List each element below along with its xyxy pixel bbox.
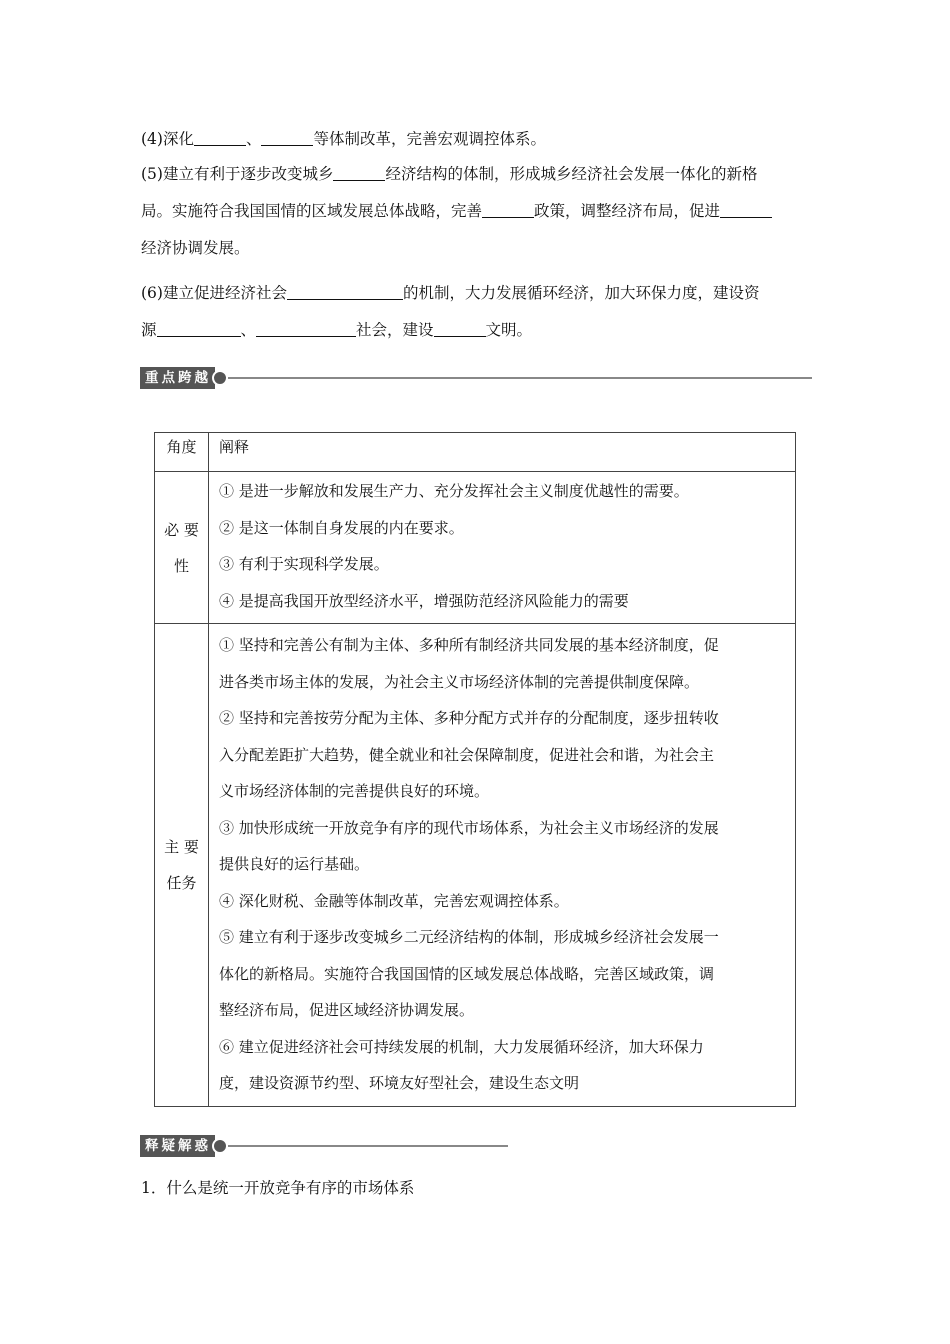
item-5-line2-prefix: 局。实施符合我国国情的区域发展总体战略，完善 — [141, 202, 483, 220]
row-angle-line: 必 要 — [164, 520, 199, 539]
row-angle-line: 性 — [173, 556, 189, 575]
explanation-line: ① 是进一步解放和发展生产力、充分发挥社会主义制度优越性的需要。 — [219, 482, 689, 500]
explanation-line: ② 是这一体制自身发展的内在要求。 — [219, 518, 464, 537]
item-5-line1-prefix: (5)建立有利于逐步改变城乡 — [141, 165, 334, 183]
item-5-line2-mid: 政策，调整经济布局，促进 — [534, 202, 721, 220]
fill-in-item-6 — [141, 275, 813, 349]
table-row — [155, 472, 796, 624]
item-5-line3: 经济协调发展。 — [141, 239, 250, 257]
item-6-line2-sep: 、 — [240, 321, 257, 339]
fill-in-item-4 — [141, 121, 813, 158]
explanation-line: ③ 有利于实现科学发展。 — [219, 555, 389, 573]
table-header-row — [155, 433, 796, 472]
item-4-prefix: (4)深化 — [141, 130, 194, 148]
header-explanation: 阐释 — [209, 433, 796, 472]
section-divider — [228, 1145, 508, 1147]
item-5-line1-suffix: 经济结构的体制，形成城乡经济社会发展一体化的新格 — [385, 165, 758, 183]
explanation-line: ③ 加快形成统一开放竞争有序的现代市场体系，为社会主义市场经济的发展 — [219, 818, 719, 837]
row-explanation — [209, 472, 796, 624]
answer-blank[interactable] — [482, 199, 534, 218]
section-divider — [228, 377, 812, 379]
row-explanation — [209, 624, 796, 1107]
item-6-line1-suffix: 的机制，大力发展循环经济，加大环保力度，建设资 — [402, 284, 760, 302]
explanation-line: 体化的新格局。实施符合我国国情的区域发展总体战略，完善区域政策，调 — [219, 964, 715, 983]
table-row — [155, 624, 796, 1107]
row-angle-main-tasks — [155, 624, 209, 1107]
header-angle: 角度 — [155, 433, 209, 472]
explanation-line: ④ 深化财税、金融等体制改革，完善宏观调控体系。 — [219, 891, 569, 910]
bullet-dot-icon — [212, 1138, 228, 1154]
explanation-line: 提供良好的运行基础。 — [219, 855, 370, 873]
explanation-line: 义市场经济体制的完善提供良好的环境。 — [219, 782, 490, 800]
answer-blank[interactable] — [256, 318, 356, 337]
item-6-line1-prefix: (6)建立促进经济社会 — [141, 284, 287, 302]
section-label: 释疑解惑 — [140, 1135, 215, 1157]
explanation-line: 整经济布局，促进区域经济协调发展。 — [219, 1001, 475, 1019]
item-6-line2-suffix: 文明。 — [485, 321, 533, 339]
bullet-dot-icon — [212, 370, 228, 386]
explanation-line: 入分配差距扩大趋势，健全就业和社会保障制度，促进社会和谐，为社会主 — [219, 745, 715, 764]
section-header-key-points — [140, 367, 812, 389]
explanation-line: ⑤ 建立有利于逐步改变城乡二元经济结构的体制，形成城乡经济社会发展一 — [219, 928, 719, 946]
section-header-clarification — [140, 1135, 508, 1157]
answer-blank[interactable] — [157, 318, 241, 337]
explanation-line: ④ 是提高我国开放型经济水平，增强防范经济风险能力的需要 — [219, 591, 629, 610]
item-4-sep: 、 — [245, 130, 262, 148]
question-1: 1．什么是统一开放竞争有序的市场体系 — [141, 1179, 415, 1197]
answer-blank[interactable] — [434, 318, 486, 337]
answer-blank[interactable] — [287, 281, 403, 300]
row-angle-line: 任务 — [166, 873, 197, 892]
item-6-line2-mid: 社会，建设 — [356, 321, 434, 339]
answer-blank[interactable] — [194, 127, 246, 146]
explanation-line: ⑥ 建立促进经济社会可持续发展的机制，大力发展循环经济，加大环保力 — [219, 1037, 704, 1056]
answer-blank[interactable] — [333, 162, 385, 181]
explanation-table — [154, 432, 796, 1107]
explanation-line: 进各类市场主体的发展，为社会主义市场经济体制的完善提供制度保障。 — [219, 672, 700, 691]
answer-blank[interactable] — [720, 199, 772, 218]
answer-blank[interactable] — [261, 127, 313, 146]
fill-in-item-5 — [141, 156, 813, 267]
explanation-line: ② 坚持和完善按劳分配为主体、多种分配方式并存的分配制度，逐步扭转收 — [219, 709, 719, 727]
explanation-line: 度，建设资源节约型、环境友好型社会，建设生态文明 — [219, 1074, 580, 1092]
section-label: 重点跨越 — [140, 367, 215, 389]
explanation-line: ① 坚持和完善公有制为主体、多种所有制经济共同发展的基本经济制度，促 — [219, 636, 719, 654]
row-angle-necessity — [155, 472, 209, 624]
item-4-suffix: 等体制改革，完善宏观调控体系。 — [313, 130, 546, 148]
row-angle-line: 主 要 — [164, 837, 199, 856]
item-6-line2-prefix: 源 — [141, 321, 157, 339]
